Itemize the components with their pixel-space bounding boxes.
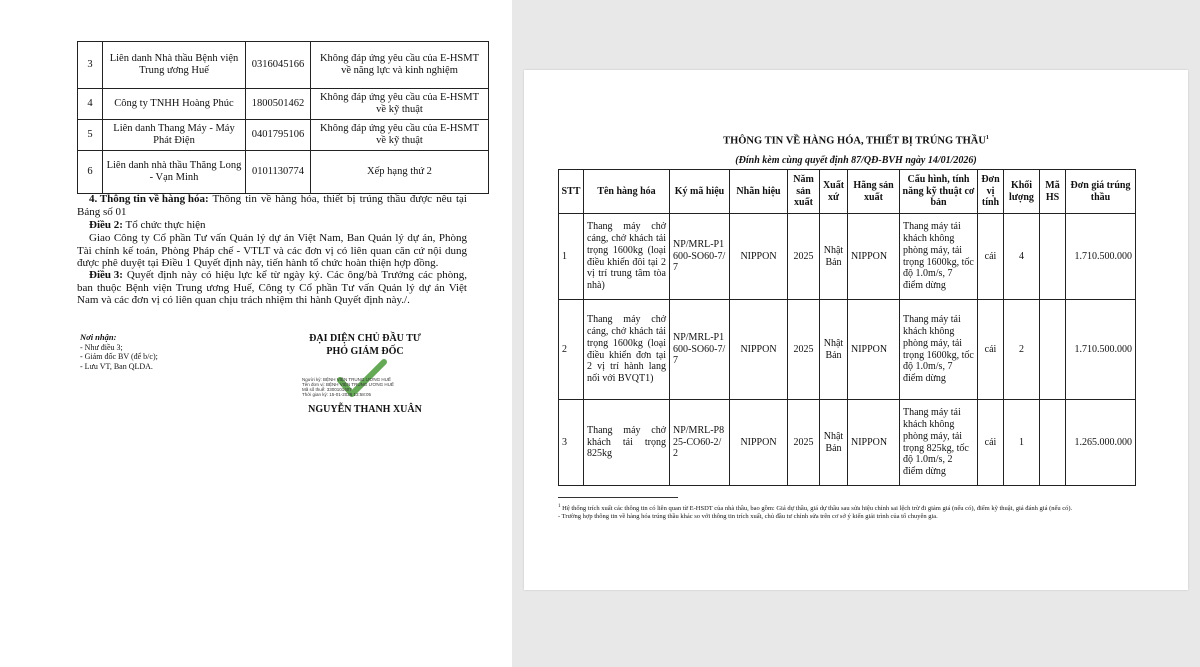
- goods-info-subtitle: (Đính kèm cùng quyết định 87/QĐ-BVH ngày 14/01/2026): [735, 155, 977, 166]
- signer-name: NGUYỄN THANH XUÂN: [308, 404, 422, 415]
- digital-signature-text: [302, 377, 394, 397]
- cell-model: NP/MRL-P1600-SO60-7/7: [670, 214, 730, 300]
- sig-line: Người ký: BỆNH VIỆN TRUNG ƯƠNG HUẾ: [302, 377, 391, 382]
- col-header: Năm sản xuất: [788, 170, 820, 214]
- table-row: [78, 42, 489, 89]
- col-header: Đơn vị tính: [978, 170, 1004, 214]
- dieu-3-text: Quyết định này có hiệu lực kể từ ngày ký. Các ông/bà Trưởng các phòng, ban thuộc Bệnh viện Trung ương Huế, Công ty Cổ phần Tư vấn Quản lý dự án Việt Nam và các đơn vị có liên quan chịu trách nhiệm thi hành Quyết định này./.: [77, 269, 467, 306]
- recipient-item: - Lưu VT, Ban QLDA.: [80, 361, 153, 371]
- signature-title-block: [280, 332, 450, 358]
- bidder-results-table: [77, 41, 489, 194]
- cell-year: 2025: [788, 214, 820, 300]
- row-stt: 4: [78, 89, 103, 120]
- cell-origin: Nhật Bản: [820, 214, 848, 300]
- table-row: [78, 89, 489, 120]
- title-footnote-ref: 1: [985, 135, 989, 141]
- cell-model: NP/MRL-P825-CO60-2/2: [670, 400, 730, 486]
- table-row: [559, 214, 1136, 300]
- cell-year: 2025: [788, 400, 820, 486]
- row-tax-code: 0401795106: [246, 120, 311, 151]
- dieu-2-label: Điều 2:: [89, 219, 123, 231]
- sig-line: Tên đơn vị: BỆNH VIỆN TRUNG ƯƠNG HUẾ: [302, 382, 394, 387]
- recipient-item: - Giám đốc BV (để b/c);: [80, 352, 158, 361]
- cell-name: Thang máy chở cáng, chở khách tải trọng 1600kg (loại điều khiển đơn tại 2 vị trí hành lang nối với BVQT1): [584, 300, 670, 400]
- cell-price: 1.265.000.000: [1066, 400, 1136, 486]
- cell-hs: [1040, 214, 1066, 300]
- cell-price: 1.710.500.000: [1066, 214, 1136, 300]
- recipients-title: Nơi nhận:: [80, 332, 117, 342]
- recipients-block: [80, 333, 158, 371]
- table-row: [78, 120, 489, 151]
- cell-maker: NIPPON: [848, 300, 900, 400]
- col-header: Hãng sản xuất: [848, 170, 900, 214]
- cell-qty: 4: [1004, 214, 1040, 300]
- section-4-text: Thông tin về hàng hóa, thiết bị trúng thầu được nêu tại Bảng số 01: [77, 193, 467, 218]
- table-row: [78, 151, 489, 194]
- col-header: Khối lượng: [1004, 170, 1040, 214]
- right-document-page: [524, 70, 1188, 590]
- footnote-divider: [558, 497, 678, 498]
- cell-stt: 2: [559, 300, 584, 400]
- cell-brand: NIPPON: [730, 400, 788, 486]
- footnote-1-text: Hệ thống trích xuất các thông tin có liên quan từ E-HSDT của nhà thầu, bao gồm: Giá dự thầu, giá dự thầu sau sửa hiệu chỉnh sai lệch trừ đi giảm giá (nếu có), điểm kỹ thuật, giá đánh giá (nếu có).: [560, 505, 1073, 513]
- cell-unit: cái: [978, 214, 1004, 300]
- footnotes: [558, 503, 1148, 521]
- cell-name: Thang máy chở khách tải trọng 825kg: [584, 400, 670, 486]
- cell-maker: NIPPON: [848, 400, 900, 486]
- cell-name: Thang máy chở cáng, chở khách tải trọng 1600kg (loại điều khiển đôi tại 2 vị trí trung tâm tòa nhà): [584, 214, 670, 300]
- section-4-paragraph: [77, 193, 467, 218]
- cell-model: NP/MRL-P1600-SO60-7/7: [670, 300, 730, 400]
- cell-year: 2025: [788, 300, 820, 400]
- cell-unit: cái: [978, 300, 1004, 400]
- cell-hs: [1040, 300, 1066, 400]
- cell-unit: cái: [978, 400, 1004, 486]
- sign-title-line-1: ĐẠI DIỆN CHỦ ĐẦU TƯ: [309, 333, 421, 344]
- dieu-2-paragraph: Giao Công ty Cổ phần Tư vấn Quản lý dự án Việt Nam, Ban Quản lý dự án, Phòng Tài chính kế toán, Phòng Pháp chế - VTLT và các đơn vị có liên quan căn cứ nội dung được phê duyệt tại Điều 1 Quyết định này, tiến hành tổ chức hoàn thiện hợp đồng.: [77, 232, 467, 269]
- sig-line: Thời gian ký: 15-01-2026 13:58:05: [302, 392, 371, 397]
- cell-spec: Thang máy tải khách không phòng máy, tải trọng 825kg, tốc độ 1.0m/s, 2 điểm dừng: [900, 400, 978, 486]
- col-header: Ký mã hiệu: [670, 170, 730, 214]
- cell-hs: [1040, 400, 1066, 486]
- sign-title-line-2: PHÓ GIÁM ĐỐC: [326, 346, 404, 357]
- table-row: [559, 400, 1136, 486]
- col-header: Đơn giá trúng thầu: [1066, 170, 1136, 214]
- row-stt: 3: [78, 42, 103, 89]
- footnote-2: - Trường hợp thông tin về hàng hóa trúng thầu khác so với thông tin trích xuất, chủ đầu tư chỉnh sửa trên cơ sở ý kiến giải trình của tổ chuyên gia.: [558, 513, 938, 521]
- row-bidder-name: Liên danh Thang Máy - Máy Phát Điện: [103, 120, 246, 151]
- goods-info-title: [524, 135, 1188, 147]
- row-stt: 6: [78, 151, 103, 194]
- col-header: Mã HS: [1040, 170, 1066, 214]
- table-row: [559, 300, 1136, 400]
- footnote-1-ref: 1: [558, 504, 561, 509]
- section-4-label: 4. Thông tin về hàng hóa:: [89, 193, 209, 205]
- row-bidder-name: Liên danh nhà thầu Thăng Long - Vạn Minh: [103, 151, 246, 194]
- dieu-3-paragraph: [77, 269, 467, 307]
- cell-qty: 2: [1004, 300, 1040, 400]
- cell-stt: 3: [559, 400, 584, 486]
- row-result: Xếp hạng thứ 2: [311, 151, 489, 194]
- col-header: Tên hàng hóa: [584, 170, 670, 214]
- row-tax-code: 0101130774: [246, 151, 311, 194]
- goods-table: [558, 169, 1136, 486]
- row-tax-code: 1800501462: [246, 89, 311, 120]
- cell-brand: NIPPON: [730, 214, 788, 300]
- row-result: Không đáp ứng yêu cầu của E-HSMT về kỹ thuật: [311, 120, 489, 151]
- row-result: Không đáp ứng yêu cầu của E-HSMT về năng lực và kinh nghiệm: [311, 42, 489, 89]
- row-result: Không đáp ứng yêu cầu của E-HSMT về kỹ thuật: [311, 89, 489, 120]
- left-document-page: [0, 0, 512, 667]
- sig-line: Mã số thuế: 3300101407: [302, 387, 352, 392]
- table-header-row: [559, 170, 1136, 214]
- cell-stt: 1: [559, 214, 584, 300]
- dieu-3-label: Điều 3:: [89, 269, 123, 281]
- row-tax-code: 0316045166: [246, 42, 311, 89]
- cell-spec: Thang máy tải khách không phòng máy, tải trọng 1600kg, tốc độ 1.0m/s, 7 điểm dừng: [900, 214, 978, 300]
- cell-origin: Nhật Bản: [820, 400, 848, 486]
- cell-qty: 1: [1004, 400, 1040, 486]
- col-header: STT: [559, 170, 584, 214]
- dieu-2-title: Tổ chức thực hiện: [122, 219, 206, 231]
- cell-spec: Thang máy tải khách không phòng máy, tải trọng 1600kg, tốc độ 1.0m/s, 7 điểm dừng: [900, 300, 978, 400]
- col-header: Nhãn hiệu: [730, 170, 788, 214]
- dieu-2-heading: [77, 219, 467, 232]
- row-bidder-name: Công ty TNHH Hoàng Phúc: [103, 89, 246, 120]
- cell-brand: NIPPON: [730, 300, 788, 400]
- footnote-1: [558, 503, 1148, 513]
- row-bidder-name: Liên danh Nhà thầu Bệnh viện Trung ương Huế: [103, 42, 246, 89]
- cell-maker: NIPPON: [848, 214, 900, 300]
- col-header: Cấu hình, tính năng kỹ thuật cơ bản: [900, 170, 978, 214]
- cell-origin: Nhật Bản: [820, 300, 848, 400]
- col-header: Xuất xứ: [820, 170, 848, 214]
- cell-price: 1.710.500.000: [1066, 300, 1136, 400]
- title-text: THÔNG TIN VỀ HÀNG HÓA, THIẾT BỊ TRÚNG THẦU: [723, 135, 986, 147]
- row-stt: 5: [78, 120, 103, 151]
- recipient-item: - Như điều 3;: [80, 342, 123, 352]
